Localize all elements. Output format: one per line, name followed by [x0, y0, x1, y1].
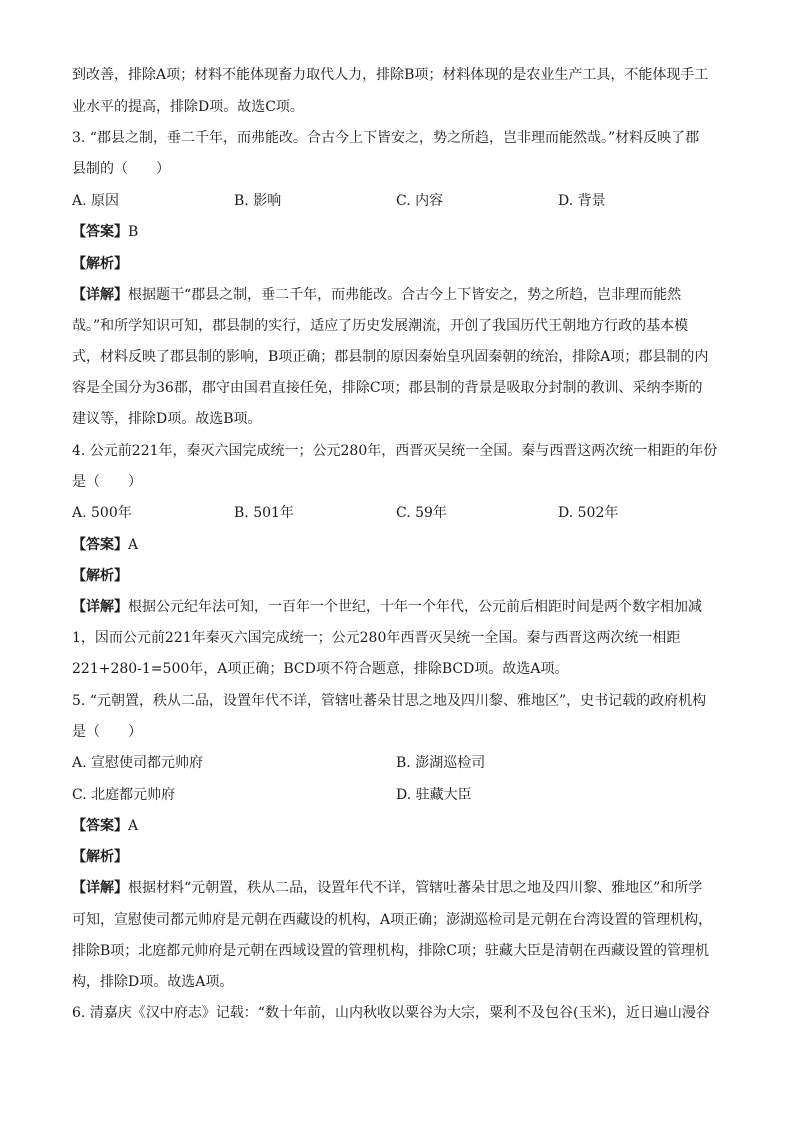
detail-text: 根据材料“元朝置，秩从二品，设置年代不详，管辖吐蕃朵甘思之地及四川黎、雅地区”和所学	[128, 880, 703, 896]
detail-text: 根据题干“郡县之制，垂二千年，而弗能改。合古今上下皆安之，势之所趋，岂非理而能然	[128, 287, 682, 303]
q3-option-d: D. 背景	[558, 193, 606, 209]
analysis-label: 【解析】	[72, 568, 128, 584]
analysis-label: 【解析】	[72, 256, 128, 272]
q4-answer-line	[72, 535, 138, 555]
text-line: 容是全国分为36郡，郡守由国君直接任免，排除C项；郡县制的背景是吸取分封制的教训、采纳李斯的	[72, 380, 703, 396]
q5-answer-line	[72, 816, 138, 836]
detail-label: 【详解】	[72, 599, 128, 615]
q5-option-d: D. 驻藏大臣	[396, 787, 472, 803]
q4-analysis-label	[72, 566, 128, 586]
question-6-stem: 6. 清嘉庆《汉中府志》记载：“数十年前，山内秋收以粟谷为大宗，粟利不及包谷(玉米)，近日遍山漫谷	[72, 1005, 710, 1021]
text-line: 业水平的提高，排除D项。故选C项。	[72, 99, 304, 115]
q4-option-b: B. 501年	[234, 505, 294, 521]
q4-option-a: A. 500年	[72, 505, 132, 521]
q5-detail-line	[72, 878, 702, 898]
q3-option-a: A. 原因	[72, 193, 120, 209]
answer-label: 【答案】	[72, 537, 128, 553]
answer-value: A	[128, 818, 139, 834]
q5-option-a: A. 宣慰使司都元帅府	[72, 755, 204, 771]
detail-text: 根据公元纪年法可知，一百年一个世纪，十年一个年代，公元前后相距时间是两个数字相加减	[128, 599, 702, 615]
q3-answer-line	[72, 222, 138, 242]
text-line: 可知，宣慰使司都元帅府是元朝在西藏设的机构，A项正确；澎湖巡检司是元朝在台湾设置的管理机构，	[72, 912, 713, 928]
answer-value: A	[128, 537, 139, 553]
q4-detail-line	[72, 597, 702, 617]
question-4-stem-cont: 是（ ）	[72, 474, 142, 490]
q5-option-c: C. 北庭都元帅府	[72, 787, 176, 803]
detail-label: 【详解】	[72, 880, 128, 896]
q5-analysis-label	[72, 847, 128, 867]
q5-option-b: B. 澎湖巡检司	[396, 755, 486, 771]
q4-option-c: C. 59年	[396, 505, 447, 521]
question-4-stem: 4. 公元前221年，秦灭六国完成统一；公元280年，西晋灭吴统一全国。秦与西晋这两次统一相距的年份	[72, 443, 718, 459]
q4-option-d: D. 502年	[558, 505, 619, 521]
text-line: 构，排除D项。故选A项。	[72, 974, 234, 990]
q3-option-b: B. 影响	[234, 193, 282, 209]
analysis-label: 【解析】	[72, 849, 128, 865]
answer-label: 【答案】	[72, 818, 128, 834]
q3-option-c: C. 内容	[396, 193, 444, 209]
text-line: 1，因而公元前221年秦灭六国完成统一；公元280年西晋灭吴统一全国。秦与西晋这两次统一相距	[72, 630, 681, 646]
question-5-stem-cont: 是（ ）	[72, 724, 142, 740]
answer-value: B	[128, 224, 139, 240]
text-line: 建议等，排除D项。故选B项。	[72, 411, 262, 427]
text-line: 221+280-1=500年，A项正确；BCD项不符合题意，排除BCD项。故选A项。	[72, 661, 569, 677]
detail-label: 【详解】	[72, 287, 128, 303]
question-3-stem: 3. “郡县之制，垂二千年，而弗能改。合古今上下皆安之，势之所趋，岂非理而能然哉。”材料反映了郡	[72, 130, 700, 146]
answer-label: 【答案】	[72, 224, 128, 240]
question-3-stem-cont: 县制的（ ）	[72, 161, 170, 177]
q3-analysis-label	[72, 254, 128, 274]
text-line: 排除B项；北庭都元帅府是元朝在西域设置的管理机构，排除C项；驻藏大臣是清朝在西藏设置的管理机	[72, 943, 709, 959]
q3-detail-line	[72, 285, 681, 305]
text-line: 哉。”和所学知识可知，郡县制的实行，适应了历史发展潮流，开创了我国历代王朝地方行政的基本模	[72, 318, 689, 334]
text-line: 到改善，排除A项；材料不能体现畜力取代人力，排除B项；材料体现的是农业生产工具，不能体现手工	[72, 67, 709, 83]
text-line: 式，材料反映了郡县制的影响，B项正确；郡县制的原因秦始皇巩固秦朝的统治，排除A项；郡县制的内	[72, 349, 709, 365]
question-5-stem: 5. “元朝置，秩从二品，设置年代不详，管辖吐蕃朵甘思之地及四川黎、雅地区”，史书记载的政府机构	[72, 693, 707, 709]
